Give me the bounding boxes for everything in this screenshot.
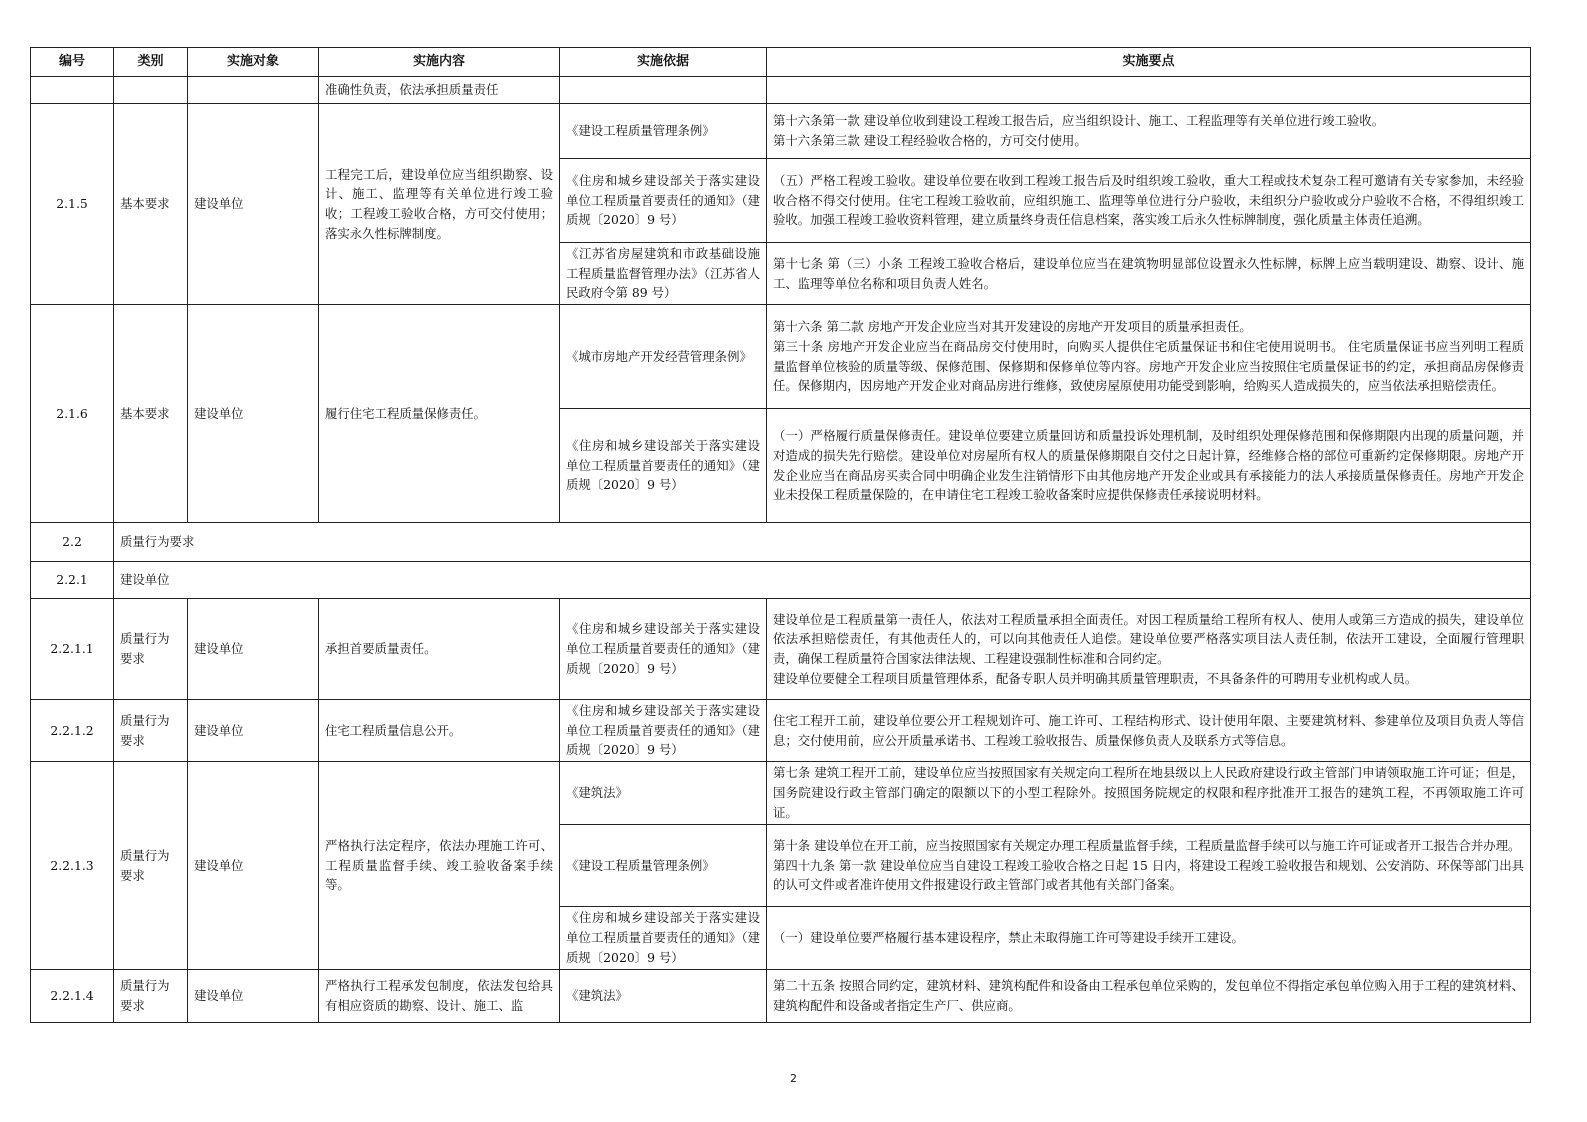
cell-basis: 《建筑法》 xyxy=(560,762,767,825)
cell-points xyxy=(767,825,1531,907)
cell-basis: 《住房和城乡建设部关于落实建设单位工程质量首要责任的通知》（建质规〔2020〕9 号） xyxy=(560,700,767,762)
table-row xyxy=(31,700,1531,762)
cell-content: 严格执行工程承发包制度，依法发包给具有相应资质的勘察、设计、施工、监 xyxy=(319,970,560,1023)
cell-points: 住宅工程开工前，建设单位要公开工程规划许可、施工许可、工程结构形式、设计使用年限、主要建筑材料、参建单位及项目负责人等信息；交付使用前，应公开质量承诺书、工程竣工验收报告、质量保修负责人及联系方式等信息。 xyxy=(767,700,1531,762)
cell-target: 建设单位 xyxy=(188,305,319,523)
cell-target xyxy=(188,77,319,104)
cell-content: 履行住宅工程质量保修责任。 xyxy=(319,305,560,523)
cell-category: 质量行为要求 xyxy=(114,762,188,970)
regulation-table xyxy=(30,47,1531,1023)
cell-points xyxy=(767,305,1531,409)
cell-category: 质量行为要求 xyxy=(114,700,188,762)
section-number: 2.2 xyxy=(31,523,114,562)
cell-points xyxy=(767,104,1531,159)
cell-content: 承担首要质量责任。 xyxy=(319,599,560,700)
cell-target: 建设单位 xyxy=(188,700,319,762)
points-line: 第三十条 房地产开发企业应当在商品房交付使用时，向购买人提供住宅质量保证书和住宅使用说明书。 住宅质量保证书应当列明工程质量监督单位核验的质量等级、保修范围、保修期和保修单位等内容。房地产开发企业应当按照住宅质量保证书的约定，承担商品房保修责任。保修期内，因房地产开发企业对商品房进行维修，致使房屋原使用功能受到影响，给购买人造成损失的，应当依法承担赔偿责任。 xyxy=(773,338,1524,394)
section-row xyxy=(31,523,1531,562)
cell-basis: 《住房和城乡建设部关于落实建设单位工程质量首要责任的通知》（建质规〔2020〕9 号） xyxy=(560,907,767,970)
cell-basis: 《城市房地产开发经营管理条例》 xyxy=(560,305,767,409)
cell-content: 工程完工后，建设单位应当组织勘察、设计、施工、监理等有关单位进行竣工验收；工程竣工验收合格，方可交付使用；落实永久性标牌制度。 xyxy=(319,104,560,305)
table-row xyxy=(31,77,1531,104)
cell-basis: 《建设工程质量管理条例》 xyxy=(560,825,767,907)
cell-points: （一）严格履行质量保修责任。建设单位要建立质量回访和质量投诉处理机制，及时组织处理保修范围和保修期限内出现的质量问题，并对造成的损失先行赔偿。建设单位对房屋所有权人的质量保修期限自交付之日起计算，经维修合格的部位可重新约定保修期限。房地产开发企业应当在商品房买卖合同中明确企业发生注销情形下由其他房地产开发企业或具有承接能力的法人承接质量保修责任。房地产开发企业未投保工程质量保险的，在申请住宅工程竣工验收备案时应提供保修责任承接说明材料。 xyxy=(767,409,1531,523)
cell-target: 建设单位 xyxy=(188,762,319,970)
points-line: 建设单位要健全工程项目质量管理体系，配备专职人员并明确其质量管理职责，不具备条件的可聘用专业机构或人员。 xyxy=(773,670,1418,686)
cell-content: 准确性负责，依法承担质量责任 xyxy=(319,77,560,104)
cell-points: 第七条 建筑工程开工前，建设单位应当按照国家有关规定向工程所在地县级以上人民政府建设行政主管部门申请领取施工许可证；但是，国务院建设行政主管部门确定的限额以下的小型工程除外。按照国务院规定的权限和程序批准开工报告的建筑工程，不再领取施工许可证。 xyxy=(767,762,1531,825)
cell-basis: 《江苏省房屋建筑和市政基础设施工程质量监督管理办法》（江苏省人民政府令第 89 号） xyxy=(560,243,767,305)
cell-number: 2.2.1.3 xyxy=(31,762,114,970)
cell-category: 基本要求 xyxy=(114,104,188,305)
cell-number: 2.2.1.4 xyxy=(31,970,114,1023)
cell-number: 2.2.1.2 xyxy=(31,700,114,762)
points-line: 第十六条第三款 建设工程经验收合格的，方可交付使用。 xyxy=(773,133,1087,148)
cell-content: 严格执行法定程序，依法办理施工许可、工程质量监督手续、竣工验收备案手续等。 xyxy=(319,762,560,970)
header-content: 实施内容 xyxy=(319,48,560,77)
cell-points: （五）严格工程竣工验收。建设单位要在收到工程竣工报告后及时组织竣工验收，重大工程或技术复杂工程可邀请有关专家参加，未经验收合格不得交付使用。住宅工程竣工验收前，应组织施工、监理等单位进行分户验收，未组织分户验收或分户验收不合格，不得组织竣工验收。加强工程竣工验收资料管理，建立质量终身责任信息档案，落实竣工后永久性标牌制度，强化质量主体责任追溯。 xyxy=(767,159,1531,243)
table-row xyxy=(31,599,1531,700)
cell-number: 2.1.5 xyxy=(31,104,114,305)
cell-basis xyxy=(560,77,767,104)
section-title: 建设单位 xyxy=(114,562,1531,599)
cell-points: （一）建设单位要严格履行基本建设程序，禁止未取得施工许可等建设手续开工建设。 xyxy=(767,907,1531,970)
section-number: 2.2.1 xyxy=(31,562,114,599)
table-row xyxy=(31,762,1531,825)
points-line: 第十六条第一款 建设单位收到建设工程竣工报告后，应当组织设计、施工、工程监理等有关单位进行竣工验收。 xyxy=(773,113,1385,129)
cell-target: 建设单位 xyxy=(188,104,319,305)
header-target: 实施对象 xyxy=(188,48,319,77)
cell-target: 建设单位 xyxy=(188,970,319,1023)
table-row xyxy=(31,305,1531,409)
points-line: 第十条 建设单位在开工前，应当按照国家有关规定办理工程质量监督手续，工程质量监督手续可以与施工许可证或者开工报告合并办理。 xyxy=(773,837,1521,853)
header-number: 编号 xyxy=(31,48,114,77)
cell-points: 第二十五条 按照合同约定，建筑材料、建筑构配件和设备由工程承包单位采购的，发包单位不得指定承包单位购入用于工程的建筑材料、建筑构配件和设备或者指定生产厂、供应商。 xyxy=(767,970,1531,1023)
cell-number: 2.2.1.1 xyxy=(31,599,114,700)
page-number: 2 xyxy=(790,1072,797,1085)
cell-category: 质量行为要求 xyxy=(114,970,188,1023)
cell-points xyxy=(767,599,1531,700)
header-category: 类别 xyxy=(114,48,188,77)
cell-number xyxy=(31,77,114,104)
cell-basis: 《住房和城乡建设部关于落实建设单位工程质量首要责任的通知》（建质规〔2020〕9 号） xyxy=(560,409,767,523)
cell-content: 住宅工程质量信息公开。 xyxy=(319,700,560,762)
table-header-row xyxy=(31,48,1531,77)
cell-points xyxy=(767,77,1531,104)
cell-target: 建设单位 xyxy=(188,599,319,700)
cell-category: 基本要求 xyxy=(114,305,188,523)
points-line: 第十六条 第二款 房地产开发企业应当对其开发建设的房地产开发项目的质量承担责任。 xyxy=(773,319,1252,335)
header-points: 实施要点 xyxy=(767,48,1531,77)
table-row xyxy=(31,970,1531,1023)
points-line: 建设单位是工程质量第一责任人，依法对工程质量承担全面责任。对因工程质量给工程所有权人、使用人或第三方造成的损失，建设单位依法承担赔偿责任，有其他责任人的，可以向其他责任人追偿。建设单位要严格落实项目法人责任制，依法开工建设，全面履行管理职责，确保工程质量符合国家法律法规、工程建设强制性标准和合同约定。 xyxy=(773,611,1524,666)
cell-number: 2.1.6 xyxy=(31,305,114,523)
section-row xyxy=(31,562,1531,599)
points-line: 第四十九条 第一款 建设单位应当自建设工程竣工验收合格之日起 15 日内，将建设工程竣工验收报告和规划、公安消防、环保等部门出具的认可文件或者准许使用文件报建设行政主管部门或者其他有关部门备案。 xyxy=(773,857,1524,893)
cell-basis: 《住房和城乡建设部关于落实建设单位工程质量首要责任的通知》（建质规〔2020〕9 号） xyxy=(560,159,767,243)
cell-points: 第十七条 第（三）小条 工程竣工验收合格后，建设单位应当在建筑物明显部位设置永久性标牌，标牌上应当载明建设、勘察、设计、施工、监理等单位名称和项目负责人姓名。 xyxy=(767,243,1531,305)
table-row xyxy=(31,104,1531,159)
cell-basis: 《建筑法》 xyxy=(560,970,767,1023)
header-basis: 实施依据 xyxy=(560,48,767,77)
cell-basis: 《住房和城乡建设部关于落实建设单位工程质量首要责任的通知》（建质规〔2020〕9 号） xyxy=(560,599,767,700)
section-title: 质量行为要求 xyxy=(114,523,1531,562)
cell-category xyxy=(114,77,188,104)
cell-category: 质量行为要求 xyxy=(114,599,188,700)
cell-basis: 《建设工程质量管理条例》 xyxy=(560,104,767,159)
